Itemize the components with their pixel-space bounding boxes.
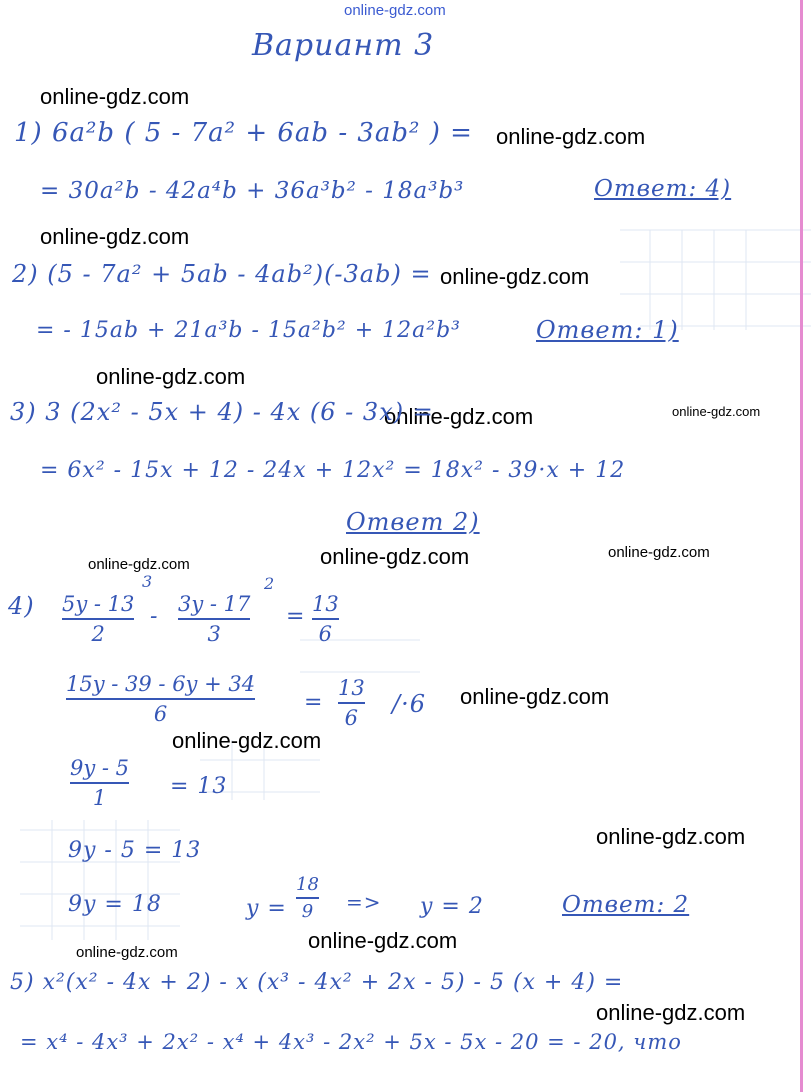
- p4-implies-arrow: =>: [346, 890, 382, 914]
- p4-line-5: 9y = 18: [68, 892, 162, 917]
- watermark: online-gdz.com: [308, 928, 458, 953]
- watermark: online-gdz.com: [672, 404, 761, 419]
- watermark: online-gdz.com: [596, 1000, 746, 1025]
- problem-2-line-1: 2) (5 - 7a² + 5ab - 4ab²)(-3ab) =: [12, 260, 432, 288]
- page-margin-line: [800, 0, 803, 1092]
- watermark: online-gdz.com: [96, 364, 246, 389]
- watermark: online-gdz.com: [88, 556, 190, 573]
- p4-y-lhs: y =: [246, 896, 287, 921]
- watermark: online-gdz.com: [460, 684, 610, 709]
- problem-3-answer: Ответ 2): [346, 508, 480, 536]
- watermark: online-gdz.com: [440, 264, 590, 289]
- problem-1-line-2: = 30a²b - 42a⁴b + 36a³b² - 18a³b³: [40, 178, 465, 204]
- watermark: online-gdz.com: [608, 544, 710, 561]
- p4-power-1: 3: [142, 572, 154, 591]
- p4-result-fraction-2: 13 6: [338, 676, 365, 730]
- p4-multiply-note: /·6: [392, 690, 426, 718]
- p4-line-4: 9y - 5 = 13: [68, 838, 202, 863]
- watermark: online-gdz.com: [40, 84, 190, 109]
- problem-3-line-1: 3) 3 (2x² - 5x + 4) - 4x (6 - 3x) =: [10, 398, 434, 426]
- p4-power-2: 2: [264, 574, 276, 593]
- watermark: online-gdz.com: [76, 944, 178, 961]
- problem-4-number: 4): [8, 592, 35, 620]
- p4-equals-3: = 13: [170, 774, 228, 799]
- p4-fraction-3: 15y - 39 - 6y + 34 6: [66, 672, 256, 726]
- watermark: online-gdz.com: [384, 404, 534, 429]
- p4-fraction-4: 9y - 5 1: [70, 756, 130, 810]
- watermark: online-gdz.com: [596, 824, 746, 849]
- problem-5-line-2: = x⁴ - 4x³ + 2x² - x⁴ + 4x³ - 2x² + 5x - 5x - 20 = - 20, что: [20, 1030, 682, 1054]
- problem-1-answer: Ответ: 4): [594, 176, 732, 202]
- problem-3-line-2: = 6x² - 15x + 12 - 24x + 12x² = 18x² - 39·x + 12: [40, 458, 626, 483]
- watermark: online-gdz.com: [496, 124, 646, 149]
- p4-result-fraction-1: 13 6: [312, 592, 339, 646]
- problem-1-line-1: 1) 6a²b ( 5 - 7a² + 6ab - 3ab² ) =: [14, 118, 473, 148]
- problem-2-line-2: = - 15ab + 21a³b - 15a²b² + 12a²b³: [36, 318, 461, 343]
- problem-4-answer: Ответ: 2: [562, 892, 690, 918]
- p4-fraction-2: 3y - 17 3: [178, 592, 251, 646]
- p4-y-result: y = 2: [420, 894, 484, 919]
- problem-2-answer: Ответ: 1): [536, 316, 679, 344]
- p4-y-fraction: 18 9: [296, 874, 319, 922]
- watermark: online-gdz.com: [40, 224, 190, 249]
- p4-equals-1: =: [286, 604, 306, 629]
- p4-equals-2: =: [304, 690, 324, 715]
- watermark: online-gdz.com: [172, 728, 322, 753]
- watermark: online-gdz.com: [320, 544, 470, 569]
- problem-5-line-1: 5) x²(x² - 4x + 2) - x (x³ - 4x² + 2x - 5) - 5 (x + 4) =: [10, 970, 624, 995]
- p4-fraction-1: 5y - 13 2: [62, 592, 135, 646]
- p4-minus: -: [150, 604, 159, 629]
- page-title: Вариант 3: [252, 28, 435, 63]
- watermark-top: online-gdz.com: [344, 2, 446, 19]
